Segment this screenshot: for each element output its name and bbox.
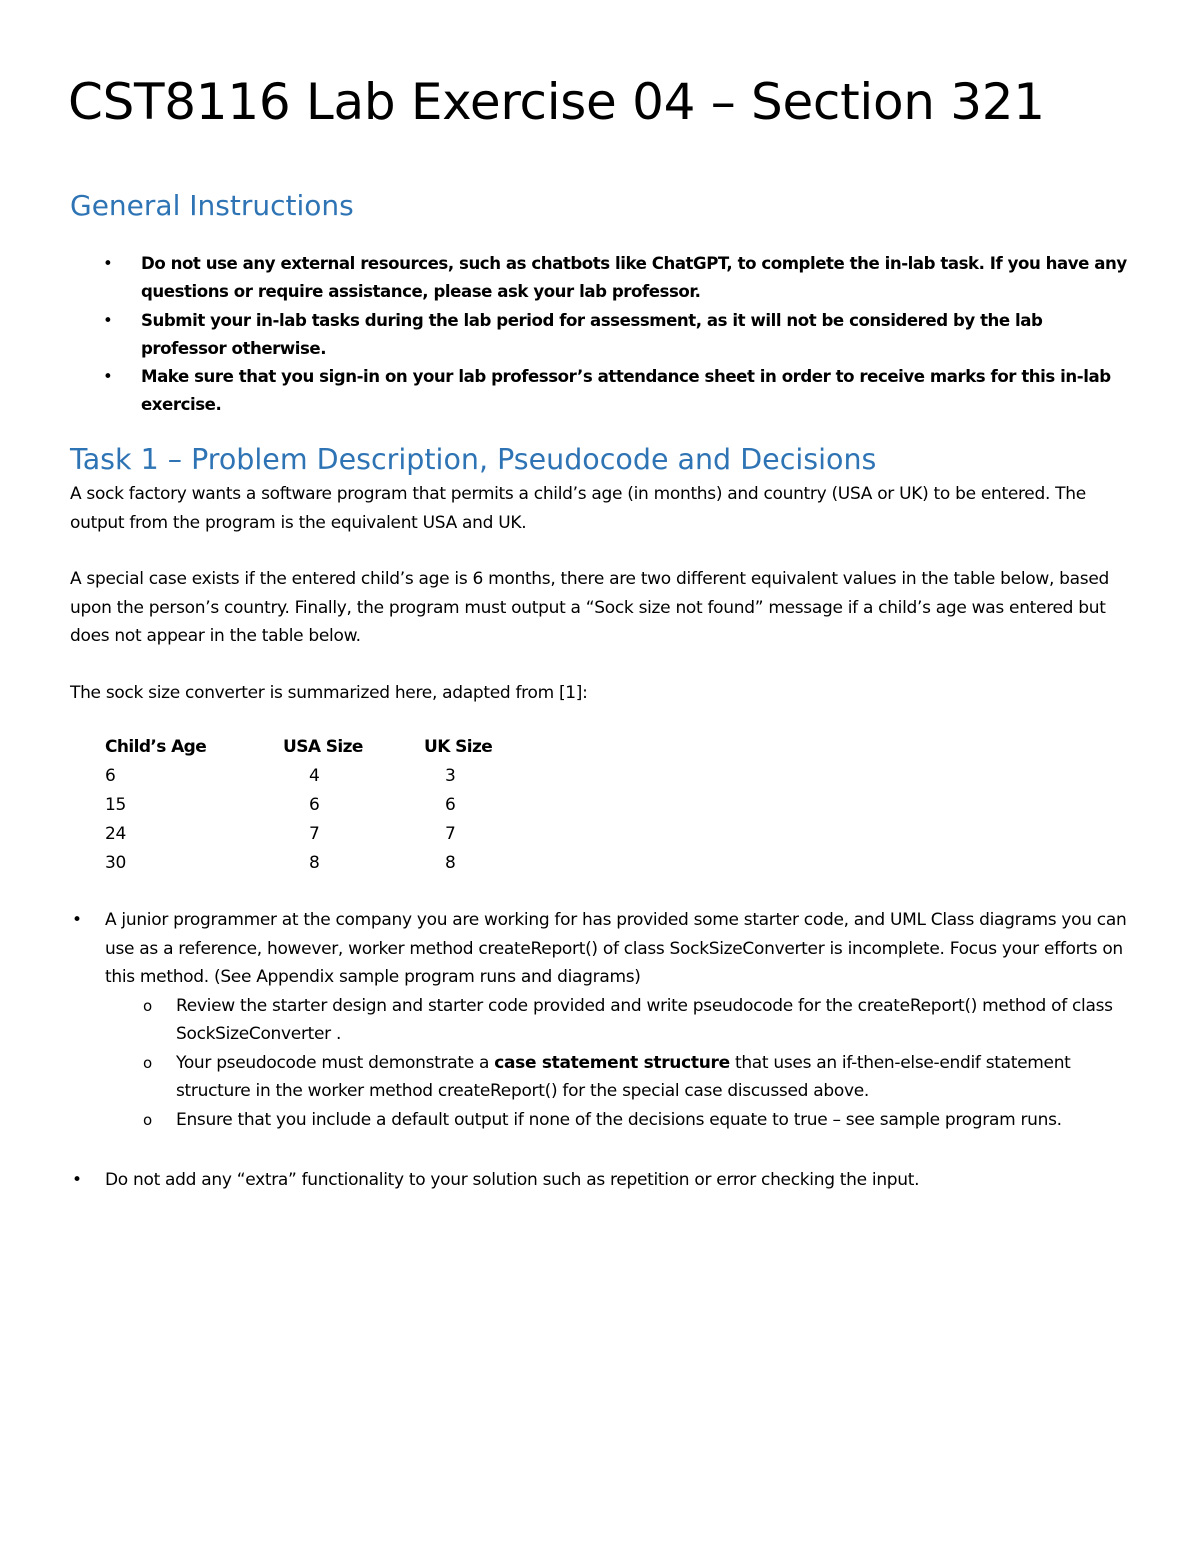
table-row [105,820,514,849]
usa-size-cell: 8 [309,853,320,874]
bullet-icon: • [72,910,82,930]
problem-description: A sock factory wants a software program that permits a child’s age (in months) and country (USA or UK) to be entered. The output from the program is the equivalent USA and UK. [70,484,1086,533]
special-case-description: A special case exists if the entered child’s age is 6 months, there are two different equivalent values in the table below, based upon the person’s country. Finally, the program must output a “Sock size not found” message if a child’s age was entered but does not appear in the table below. [70,569,1109,646]
uk-size-cell: 3 [445,766,456,787]
bullet-icon: • [103,367,113,387]
column-header-age: Child’s Age [105,737,207,758]
column-header-uk: UK Size [424,737,493,758]
task-text: A junior programmer at the company you are working for has provided some starter code, and UML Class diagrams you can use as a reference, however, worker method createReport() of class SockSizeConverter is incomplete. Focus your efforts on this method. (See Appendix sample program runs and diagrams) [105,910,1127,987]
sub-task-text: Review the starter design and starter code provided and write pseudocode for the createReport() method of class SockSizeConverter . [176,995,1113,1044]
table-row [105,849,514,878]
list-item [103,307,1133,364]
list-item [103,250,1133,307]
uk-size-cell: 6 [445,795,456,816]
task1-final-list [70,1166,1140,1195]
table-header-row [105,733,514,762]
sub-list-item [105,1049,1140,1106]
list-item [70,906,1140,1134]
usa-size-cell: 7 [309,824,320,845]
table-row [105,762,514,791]
usa-size-cell: 6 [309,795,320,816]
sock-size-table [105,733,514,878]
age-cell: 30 [105,853,127,874]
list-item [70,1166,1140,1195]
circle-bullet-icon: o [143,1110,152,1129]
task-text: Do not add any “extra” functionality to your solution such as repetition or error checking the input. [105,1170,920,1190]
circle-bullet-icon: o [143,996,152,1015]
converter-intro: The sock size converter is summarized here, adapted from [1]: [70,683,588,703]
bullet-icon: • [103,310,113,330]
task1-sub-list [105,992,1140,1135]
instruction-text: Make sure that you sign-in on your lab professor’s attendance sheet in order to receive marks for this in-lab exercise. [141,367,1111,415]
document-title: CST8116 Lab Exercise 04 – Section 321 [68,73,1045,131]
task1-heading: Task 1 – Problem Description, Pseudocode and Decisions [70,443,877,476]
instruction-text: Submit your in-lab tasks during the lab period for assessment, as it will not be considered by the lab professor otherwise. [141,310,1043,358]
list-item [103,363,1133,420]
sub-task-text-before: Your pseudocode must demonstrate a [176,1052,495,1073]
column-header-usa: USA Size [283,737,363,758]
age-cell: 24 [105,824,127,845]
sub-task-text: Ensure that you include a default output if none of the decisions equate to true – see sample program runs. [176,1109,1062,1130]
sub-task-emphasis: case statement structure [494,1052,730,1073]
uk-size-cell: 7 [445,824,456,845]
circle-bullet-icon: o [143,1053,152,1072]
task1-list [70,906,1140,1134]
table-row [105,791,514,820]
age-cell: 6 [105,766,116,787]
age-cell: 15 [105,795,127,816]
bullet-icon: • [103,254,113,273]
sub-task-text-after: that uses an if-then-else-endif statement structure in the worker method createReport() for the special case discussed above. [176,1052,1071,1101]
sub-list-item [105,1106,1140,1135]
usa-size-cell: 4 [309,766,320,787]
uk-size-cell: 8 [445,853,456,874]
general-instructions-list [103,250,1133,420]
instruction-text: Do not use any external resources, such as chatbots like ChatGPT, to complete the in-lab task. If you have any questions or require assistance, please ask your lab professor. [141,254,1127,302]
general-instructions-heading: General Instructions [70,189,354,222]
bullet-icon: • [72,1170,82,1190]
sub-list-item [105,992,1140,1049]
